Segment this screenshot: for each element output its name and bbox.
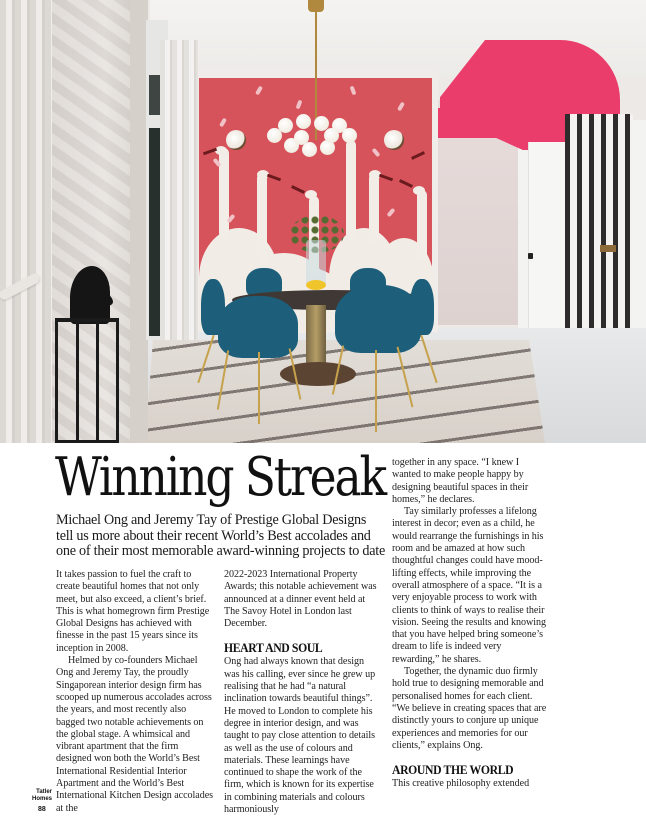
article-title: Winning Streak bbox=[55, 447, 385, 508]
paragraph: Tay similarly professes a lifelong interest in decor; even as a child, he would rearrange the furnishings in his room and be amazed at how such thoughtful changes could have mood-lifting effects, while improving the overall atmosphere of a space. “It is a very enjoyable process to work with clients to think of ways to realise their vision. Seeing the results and knowing that you have helped bring someone’s dream to life is indeed very rewarding,” he shares. bbox=[392, 506, 546, 665]
paragraph: Together, the dynamic duo firmly hold true to designing memorable and personalised homes for each client. “We believe in creating spaces that are distinctly yours to conjure up unique experiences and memories for our clients,” explains Ong. bbox=[392, 666, 547, 751]
lemon-bowl bbox=[306, 280, 326, 290]
brass-plate bbox=[600, 245, 616, 252]
folio-brand bbox=[26, 789, 52, 803]
article-column-1 bbox=[56, 569, 216, 815]
subhead-heart-and-soul: HEART AND SOUL bbox=[224, 640, 323, 656]
folio-brand-line1: Tatler bbox=[36, 789, 52, 795]
paragraph: together in any space. “I knew I wanted to make people happy by designing beautiful spaces in their homes,” he declares. bbox=[392, 457, 529, 505]
curtain-left bbox=[0, 0, 52, 443]
wall-sconce-right bbox=[384, 130, 404, 150]
page-number: 88 bbox=[38, 806, 46, 813]
door-handle-icon bbox=[528, 253, 533, 259]
paragraph: 2022-2023 International Property Awards; this notable achievement was announced at a dinner event held at The Savoy Hotel in London last December. bbox=[224, 569, 377, 630]
black-plinth bbox=[55, 318, 119, 443]
folio-brand-line2: Homes bbox=[31, 796, 52, 802]
paragraph: This creative philosophy extended bbox=[392, 778, 530, 790]
chair-front-right bbox=[335, 285, 421, 353]
article-column-2 bbox=[224, 569, 380, 816]
wall-sconce-left bbox=[226, 130, 246, 150]
paragraph: Helmed by co-founders Michael Ong and Jeremy Tay, the proudly Singaporean interior design firm has scooped up numerous accolades across the years, and most recently also bagged two notable achievements on the global stage. A whimsical and vibrant apartment that the firm designed won both the World’s Best International Residential Interior Apartment and the World’s Best International Kitchen Design accolades at the bbox=[56, 655, 214, 814]
door bbox=[528, 142, 569, 342]
chair-front-left bbox=[218, 296, 298, 358]
article-column-3 bbox=[392, 457, 548, 790]
globe-chandelier bbox=[262, 118, 362, 168]
sheer-curtain bbox=[160, 40, 198, 340]
article-standfirst: Michael Ong and Jeremy Tay of Prestige Global Designs tell us more about their recent World’s Best accolades and one of their most memorable award-winning projects to date bbox=[56, 512, 386, 560]
paragraph: It takes passion to fuel the craft to create beautiful homes that not only meet, but also exceed, a client’s brief. This is what homegrown firm Prestige Global Designs has achieved with finesse in the past 15 years since its inception in 2008. bbox=[56, 569, 210, 654]
paragraph: Ong had always known that design was his calling, ever since he grew up realising that he had “a natural inclination towards beautiful things”. He moved to London to complete his degree in interior design, and was taught to pay close attention to details as well as the use of colours and materials. These learnings have continued to shape the work of the firm, which is known for its expertise in combining materials and colours harmoniously bbox=[224, 656, 376, 816]
subhead-around-the-world: AROUND THE WORLD bbox=[392, 762, 514, 778]
